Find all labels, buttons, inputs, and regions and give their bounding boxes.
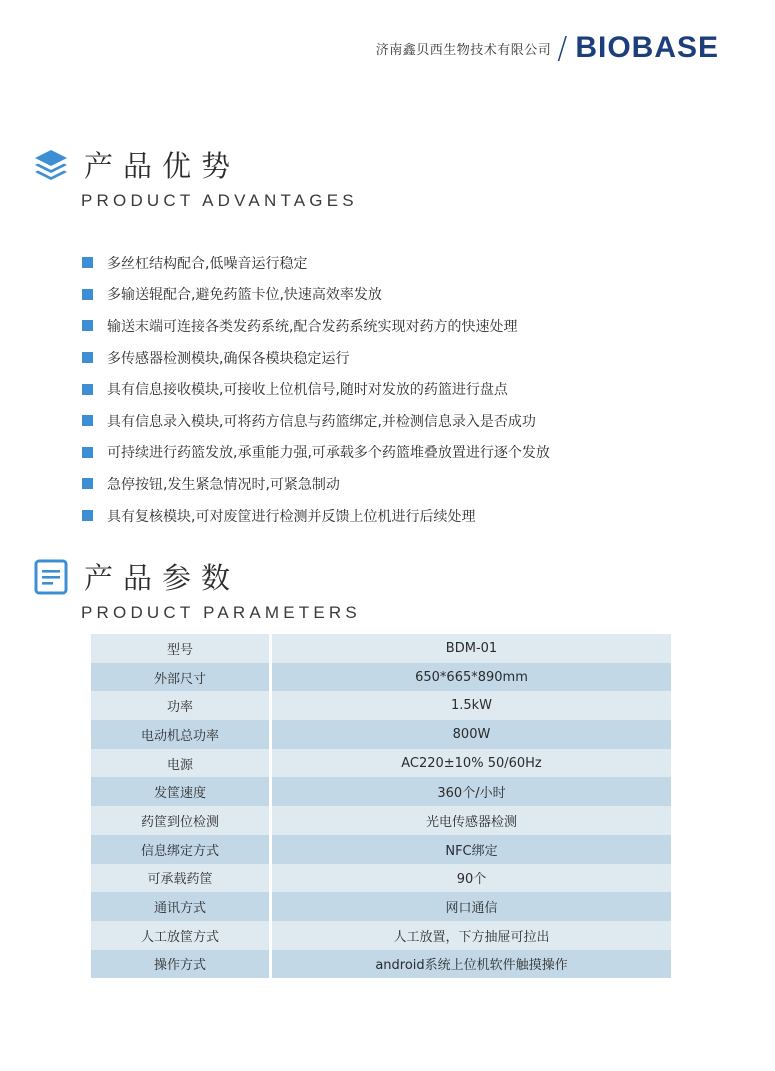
square-bullet-icon — [82, 510, 93, 521]
table-row — [91, 749, 671, 778]
param-name: 发筐速度 — [91, 777, 271, 806]
table-row — [91, 634, 671, 663]
table-row — [91, 864, 671, 893]
advantages-title: 产品优势 — [84, 149, 241, 183]
param-name: 型号 — [91, 634, 271, 663]
square-bullet-icon — [82, 289, 93, 300]
list-item: 具有信息接收模块,可接收上位机信号,随时对发放的药篮进行盘点 — [82, 373, 550, 405]
param-value: 800W — [271, 720, 672, 749]
table-row — [91, 720, 671, 749]
param-value: 人工放置，下方抽屉可拉出 — [271, 921, 672, 950]
list-item: 具有复核模块,可对废筐进行检测并反馈上位机进行后续处理 — [82, 500, 550, 532]
param-value: BDM-01 — [271, 634, 672, 663]
table-row — [91, 835, 671, 864]
parameters-heading — [32, 556, 361, 623]
param-name: 电源 — [91, 749, 271, 778]
company-name: 济南鑫贝西生物技术有限公司 — [375, 42, 552, 58]
list-item: 急停按钮,发生紧急情况时,可紧急制动 — [82, 468, 550, 500]
param-value: 光电传感器检测 — [271, 806, 672, 835]
square-bullet-icon — [82, 478, 93, 489]
table-row — [91, 921, 671, 950]
header-divider: / — [557, 30, 568, 66]
square-bullet-icon — [82, 415, 93, 426]
parameters-subtitle: PRODUCT PARAMETERS — [81, 603, 361, 622]
param-value: NFC绑定 — [271, 835, 672, 864]
list-item: 多输送辊配合,避免药篮卡位,快速高效率发放 — [82, 279, 550, 311]
square-bullet-icon — [82, 447, 93, 458]
advantages-subtitle: PRODUCT ADVANTAGES — [81, 191, 358, 210]
param-value: 1.5kW — [271, 691, 672, 720]
list-item: 可持续进行药篮发放,承重能力强,可承载多个药篮堆叠放置进行逐个发放 — [82, 437, 550, 469]
layers-icon — [32, 146, 70, 184]
param-name: 人工放筐方式 — [91, 921, 271, 950]
table-row — [91, 691, 671, 720]
param-name: 信息绑定方式 — [91, 835, 271, 864]
param-name: 通讯方式 — [91, 892, 271, 921]
parameters-title: 产品参数 — [84, 561, 241, 595]
param-value: 360个/小时 — [271, 777, 672, 806]
advantages-heading — [32, 144, 358, 211]
square-bullet-icon — [82, 352, 93, 363]
list-item: 多传感器检测模块,确保各模块稳定运行 — [82, 342, 550, 374]
advantages-list — [82, 247, 550, 531]
square-bullet-icon — [82, 384, 93, 395]
table-row — [91, 777, 671, 806]
param-name: 操作方式 — [91, 950, 271, 979]
table-row — [91, 892, 671, 921]
param-name: 可承载药筐 — [91, 864, 271, 893]
table-row — [91, 950, 671, 979]
param-value: 网口通信 — [271, 892, 672, 921]
parameters-table — [91, 634, 671, 978]
document-list-icon — [32, 558, 70, 596]
param-name: 电动机总功率 — [91, 720, 271, 749]
param-name: 外部尺寸 — [91, 663, 271, 692]
brand-logo: BIOBASE — [575, 31, 719, 64]
param-name: 药筐到位检测 — [91, 806, 271, 835]
param-value: AC220±10% 50/60Hz — [271, 749, 672, 778]
param-name: 功率 — [91, 691, 271, 720]
square-bullet-icon — [82, 320, 93, 331]
list-item: 多丝杠结构配合,低噪音运行稳定 — [82, 247, 550, 279]
table-row — [91, 663, 671, 692]
page-header — [376, 30, 719, 66]
param-value: 650*665*890mm — [271, 663, 672, 692]
list-item: 输送末端可连接各类发药系统,配合发药系统实现对药方的快速处理 — [82, 310, 550, 342]
param-value: android系统上位机软件触摸操作 — [271, 950, 672, 979]
table-row — [91, 806, 671, 835]
square-bullet-icon — [82, 257, 93, 268]
list-item: 具有信息录入模块,可将药方信息与药篮绑定,并检测信息录入是否成功 — [82, 405, 550, 437]
param-value: 90个 — [271, 864, 672, 893]
